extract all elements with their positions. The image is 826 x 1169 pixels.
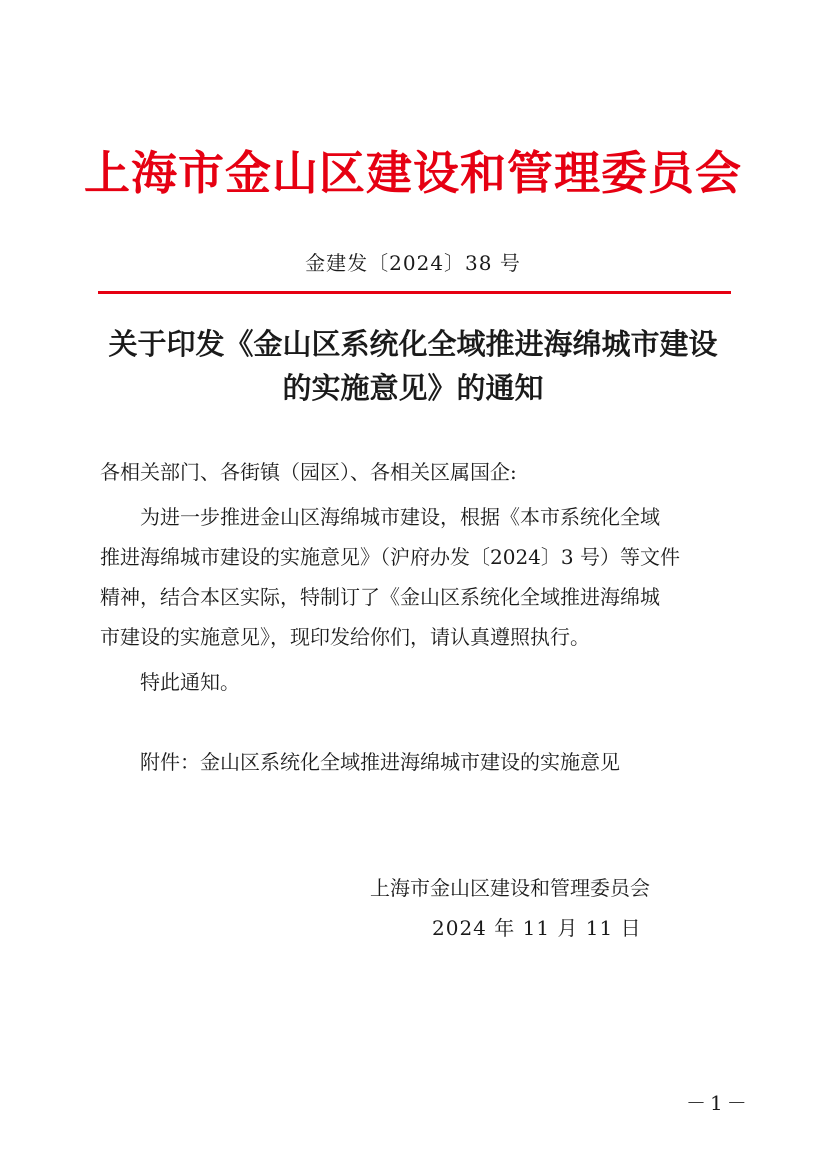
signature-issuer: 上海市金山区建设和管理委员会 — [370, 876, 650, 900]
closing-remark: 特此通知。 — [140, 670, 240, 694]
document-title — [90, 322, 736, 410]
document-number: 金建发〔2024〕38 号 — [305, 251, 521, 275]
attachment-note: 附件：金山区系统化全域推进海绵城市建设的实施意见 — [140, 750, 620, 774]
red-divider-rule — [98, 291, 731, 294]
paragraph-line: 市建设的实施意见》，现印发给你们，请认真遵照执行。 — [100, 625, 590, 649]
page-number: －1－ — [686, 1091, 751, 1115]
paragraph-line: 推进海绵城市建设的实施意见》（沪府办发〔2024〕3 号）等文件 — [100, 545, 680, 569]
masthead-issuer: 上海市金山区建设和管理委员会 — [84, 146, 742, 200]
paragraph-line: 精神，结合本区实际，特制订了《金山区系统化全域推进海绵城 — [100, 585, 660, 609]
paragraph-line: 为进一步推进金山区海绵城市建设，根据《本市系统化全域 — [140, 505, 660, 529]
title-line-2: 的实施意见》的通知 — [282, 371, 544, 405]
body-paragraph — [100, 497, 730, 657]
salutation: 各相关部门、各街镇（园区）、各相关区属国企: — [100, 460, 517, 484]
signature-date: 2024 年 11 月 11 日 — [432, 916, 642, 940]
title-line-1: 关于印发《金山区系统化全域推进海绵城市建设 — [108, 327, 718, 361]
